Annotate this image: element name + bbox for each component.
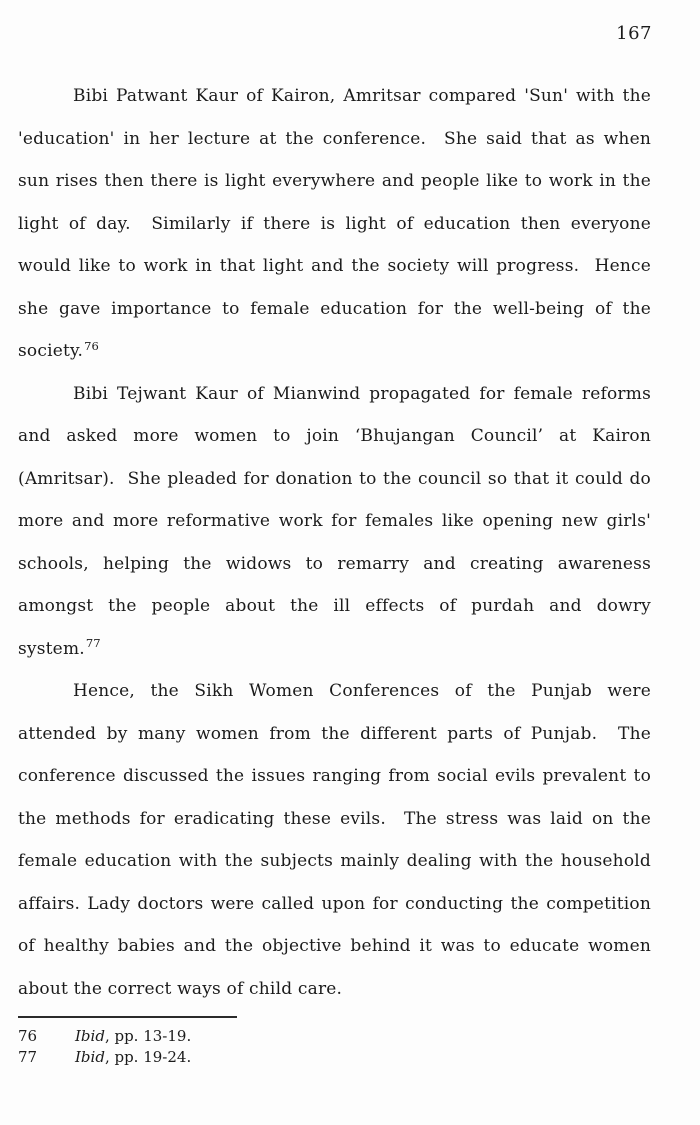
text-line: (Amritsar). She pleaded for donation to the council so that it could do bbox=[18, 468, 651, 489]
text-line: of healthy babies and the objective behind it was to educate women bbox=[18, 936, 651, 956]
footnote-text: Ibid, pp. 19-24. bbox=[75, 1047, 192, 1066]
text-line: more and more reformative work for females like opening new girls' bbox=[18, 511, 651, 531]
text-line: Hence, the Sikh Women Conferences of the Punjab were bbox=[73, 681, 651, 701]
text-line: she gave importance to female education for the well-being of the bbox=[18, 298, 651, 319]
text-line: society.$^{76}$ bbox=[18, 338, 99, 361]
text-line: sun rises then there is light everywhere and people like to work in the bbox=[18, 171, 651, 191]
text-line: would like to work in that light and the society will progress. Hence bbox=[18, 256, 651, 276]
paragraph bbox=[18, 75, 651, 373]
text-line: 'education' in her lecture at the conference. She said that as when bbox=[18, 128, 651, 149]
paragraph bbox=[18, 373, 651, 671]
text-line: Bibi Tejwant Kaur of Mianwind propagated for female reforms bbox=[73, 383, 651, 404]
text-line: about the correct ways of child care. bbox=[18, 978, 343, 999]
page-number: 167 bbox=[616, 23, 652, 44]
footnote-separator bbox=[18, 1016, 237, 1018]
footnote-ref: 76 bbox=[84, 338, 99, 353]
text-line: amongst the people about the ill effects of purdah and dowry bbox=[18, 596, 651, 616]
text-line: light of day. Similarly if there is light of education then everyone bbox=[18, 213, 651, 234]
paragraph bbox=[18, 670, 651, 1010]
text-line: attended by many women from the different parts of Punjab. The bbox=[18, 723, 651, 744]
text-line: conference discussed the issues ranging from social evils prevalent to bbox=[18, 766, 651, 786]
footnote-item bbox=[18, 1026, 191, 1047]
footnote-number: 77 bbox=[18, 1047, 38, 1066]
text-line: and asked more women to join ‘Bhujangan Council’ at Kairon bbox=[18, 426, 651, 446]
text-line: schools, helping the widows to remarry and creating awareness bbox=[18, 553, 651, 574]
footnote-source: Ibid bbox=[75, 1027, 105, 1045]
text-line: female education with the subjects mainly dealing with the household bbox=[18, 851, 651, 871]
text-line: affairs. Lady doctors were called upon for conducting the competition bbox=[18, 893, 651, 914]
footnote-source: Ibid bbox=[75, 1047, 105, 1066]
body-text bbox=[18, 75, 651, 1010]
footnote-number: 76 bbox=[18, 1027, 38, 1045]
text-line: Bibi Patwant Kaur of Kairon, Amritsar compared 'Sun' with the bbox=[73, 86, 651, 106]
footnote-text: Ibid, pp. 13-19. bbox=[75, 1027, 192, 1045]
footnote-item bbox=[18, 1047, 191, 1068]
footnotes bbox=[18, 1026, 191, 1067]
text-line: the methods for eradicating these evils. The stress was laid on the bbox=[18, 808, 651, 829]
text-line: system.$^{77}$ bbox=[18, 636, 101, 659]
footnote-ref: 77 bbox=[85, 636, 101, 650]
